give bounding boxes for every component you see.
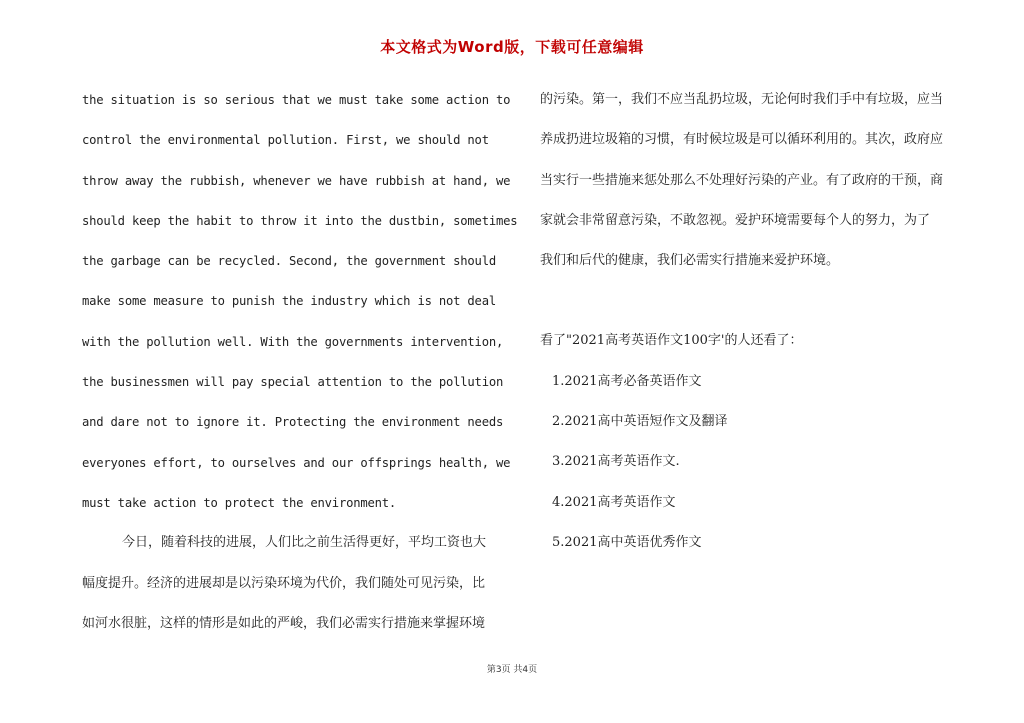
- chinese-line: 幅度提升。经济的进展却是以污染环境为代价，我们随处可见污染，比: [82, 575, 486, 591]
- english-line: must take action to protect the environment.: [82, 495, 397, 510]
- chinese-line: 如河水很脏，这样的情形是如此的严峻，我们必需实行措施来掌握环境: [82, 615, 486, 631]
- chinese-line: 家就会非常留意污染，不敢忽视。爱护环境需要每个人的努力，为了: [540, 212, 931, 228]
- chinese-line: 今日，随着科技的进展，人们比之前生活得更好，平均工资也大: [122, 535, 487, 551]
- page-number: 第3页 共4页: [486, 665, 538, 675]
- english-line: everyones effort, to ourselves and our offsprings health, we: [82, 455, 511, 470]
- left-column: [82, 80, 518, 644]
- chinese-line: 的污染。第一，我们不应当乱扔垃圾，无论何时我们手中有垃圾，应当: [540, 92, 944, 107]
- related-article-link[interactable]: 1.2021高考必备英语作文: [552, 373, 702, 389]
- english-line: the situation is so serious that we must take some action to: [82, 93, 511, 107]
- related-article-link[interactable]: 3.2021高考英语作文.: [552, 454, 680, 470]
- chinese-translation-start: [82, 523, 507, 644]
- right-column: [540, 80, 960, 563]
- english-line: the businessmen will pay special attention to the pollution: [82, 375, 504, 390]
- related-articles-list: [540, 362, 960, 563]
- related-article-link[interactable]: 2.2021高中英语短作文及翻译: [552, 414, 728, 430]
- english-line: with the pollution well. With the governments intervention,: [82, 334, 504, 349]
- english-line: make some measure to punish the industry which is not deal: [82, 294, 496, 309]
- chinese-line: 当实行一些措施来惩处那么不处理好污染的产业。有了政府的干预，商: [540, 172, 944, 188]
- chinese-translation-continued: [540, 80, 960, 281]
- related-article-link[interactable]: 4.2021高考英语作文: [552, 494, 676, 510]
- chinese-line: 我们和后代的健康，我们必需实行措施来爱护环境。: [540, 253, 840, 269]
- english-line: control the environmental pollution. First, we should not: [82, 133, 489, 148]
- english-essay: [82, 80, 518, 523]
- format-banner: 本文格式为Word版，下载可任意编辑: [380, 38, 644, 56]
- english-line: throw away the rubbish, whenever we have rubbish at hand, we: [82, 173, 511, 188]
- english-line: the garbage can be recycled. Second, the government should: [82, 254, 496, 269]
- english-line: and dare not to ignore it. Protecting the environment needs: [82, 415, 504, 430]
- english-line: should keep the habit to throw it into the dustbin, sometimes: [82, 213, 518, 228]
- related-articles-heading: 看了"2021高考英语作文100字'的人还看了：: [540, 333, 803, 349]
- chinese-line: 养成扔进垃圾箱的习惯，有时候垃圾是可以循环利用的。其次，政府应: [540, 132, 944, 148]
- related-article-link[interactable]: 5.2021高中英语优秀作文: [552, 534, 702, 550]
